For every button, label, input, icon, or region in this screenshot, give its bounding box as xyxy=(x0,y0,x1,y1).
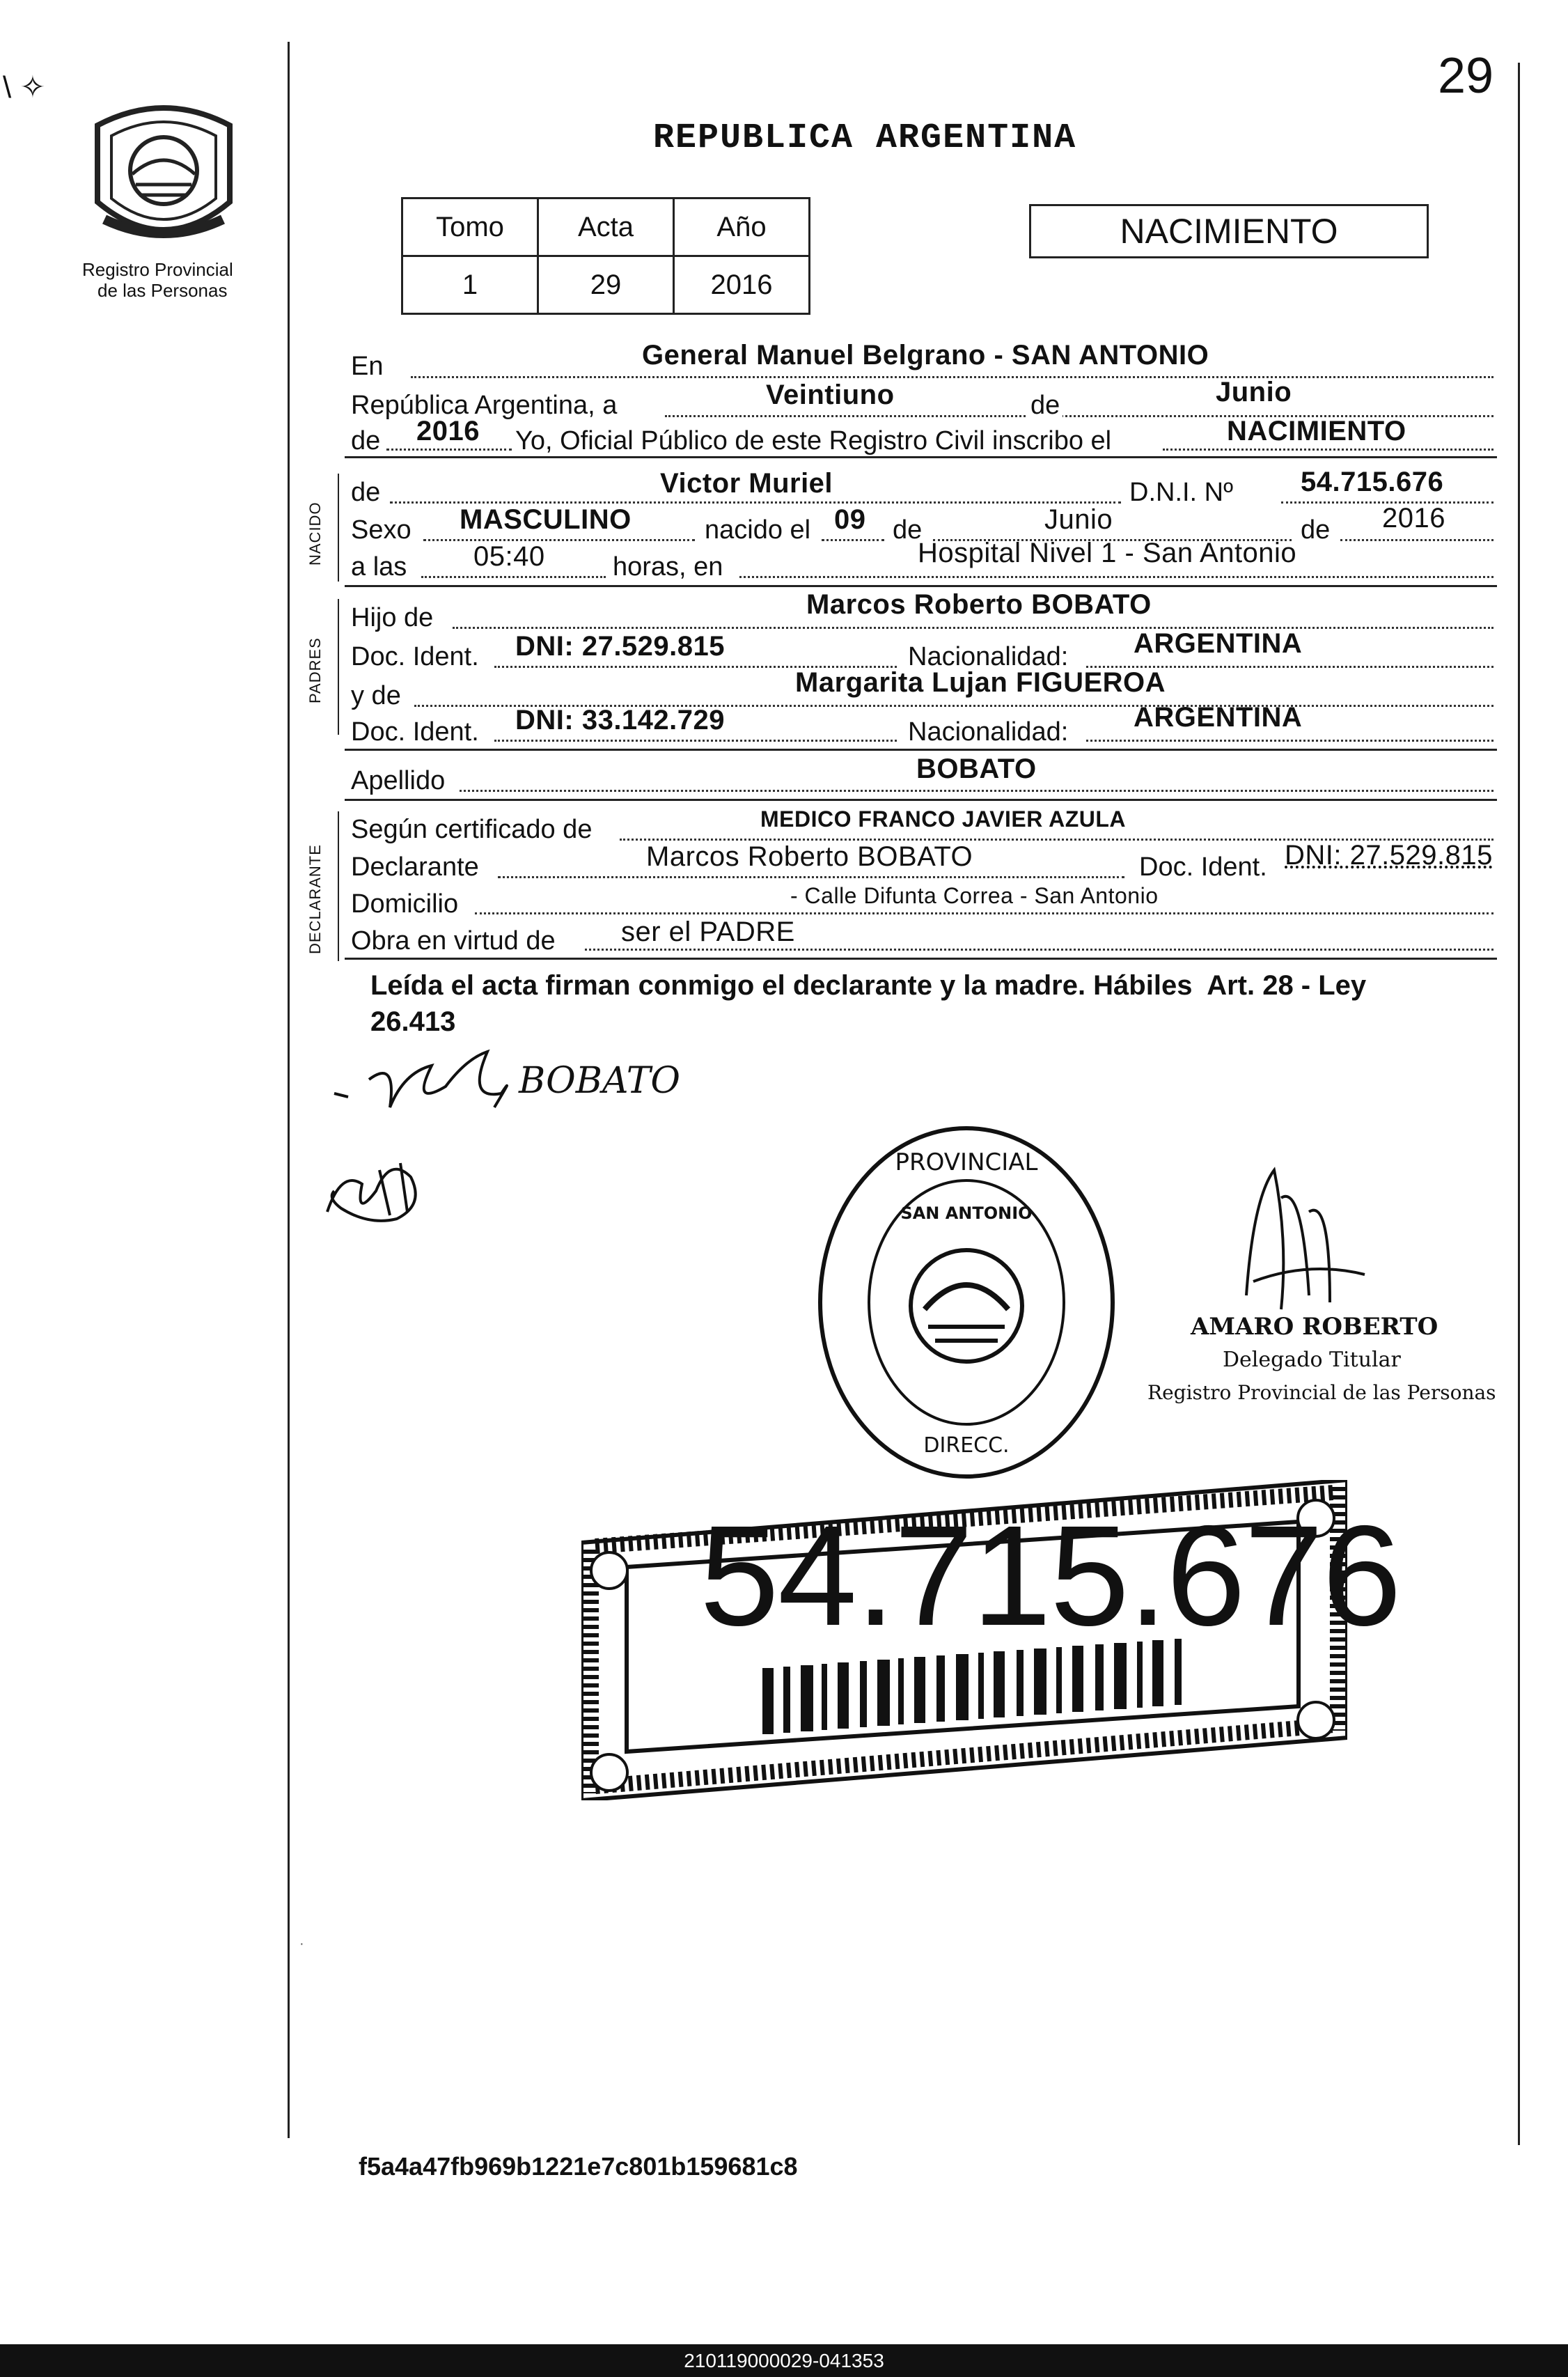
declarante-signature-text: BOBATO xyxy=(519,1060,681,1102)
a-las-label: a las xyxy=(351,552,407,582)
document-title: REPUBLICA ARGENTINA xyxy=(653,118,1077,158)
document-hash: f5a4a47fb969b1221e7c801b159681c8 xyxy=(359,2152,798,2181)
padres-side-label: PADRES xyxy=(306,637,324,703)
padre-dots xyxy=(453,627,1493,629)
closing-line-2: 26.413 xyxy=(370,1006,456,1037)
tipo-value: NACIMIENTO xyxy=(1227,416,1406,446)
declarante-side-label: DECLARANTE xyxy=(306,844,324,954)
acta-header: Acta xyxy=(538,198,674,256)
footer-id-bar xyxy=(0,2344,1568,2377)
inscribo-label: Yo, Oficial Público de este Registro Civil inscribo el xyxy=(515,426,1112,455)
svg-text:PROVINCIAL: PROVINCIAL xyxy=(895,1148,1038,1176)
padre-nac-value: ARGENTINA xyxy=(1134,628,1303,659)
tomo-value: 1 xyxy=(402,256,538,314)
anio-value: 2016 xyxy=(416,416,480,446)
section-divider-2 xyxy=(345,585,1497,587)
mes-nac-value: Junio xyxy=(1044,504,1113,535)
tipo-dots xyxy=(1163,449,1493,451)
nacido-bracket xyxy=(338,474,339,582)
svg-text:SAN ANTONIO: SAN ANTONIO xyxy=(900,1203,1033,1223)
dia-texto-value: Veintiuno xyxy=(766,380,895,410)
de-mes-nac-label: de xyxy=(893,515,923,545)
right-margin-line xyxy=(1518,63,1520,2145)
official-signature xyxy=(1225,1156,1386,1323)
madre-nac-dots xyxy=(1086,740,1493,742)
dni-value: 54.715.676 xyxy=(1301,467,1444,497)
en-label: En xyxy=(351,352,384,381)
logo-org-line1: Registro Provincial xyxy=(82,259,233,280)
anio-dots xyxy=(386,449,512,451)
madre-nac-label: Nacionalidad: xyxy=(908,717,1069,747)
anio-nac-value: 2016 xyxy=(1382,503,1445,533)
en-dots xyxy=(411,376,1493,378)
official-name: AMARO ROBERTO xyxy=(1191,1313,1438,1341)
acta-value: 29 xyxy=(538,256,674,314)
section-divider-4 xyxy=(345,799,1497,801)
madre-doc-label: Doc. Ident. xyxy=(351,717,479,747)
nombre-label: de xyxy=(351,478,381,507)
y-de-label: y de xyxy=(351,681,401,710)
dni-label: D.N.I. Nº xyxy=(1129,478,1233,507)
horas-en-label: horas, en xyxy=(613,552,723,582)
logo-org-line2: de las Personas xyxy=(97,280,228,301)
margin-mark: \ ✧ xyxy=(3,70,46,104)
official-role: Delegado Titular xyxy=(1223,1348,1401,1372)
sexo-dots xyxy=(423,539,695,541)
obra-dots xyxy=(585,949,1493,951)
de-anio-nac-label: de xyxy=(1301,515,1331,545)
padres-bracket xyxy=(338,599,339,735)
declarante-label: Declarante xyxy=(351,852,479,882)
record-type-box: NACIMIENTO xyxy=(1029,204,1429,258)
madre-nac-value: ARGENTINA xyxy=(1134,702,1303,733)
certificado-label: Según certificado de xyxy=(351,815,593,844)
sexo-value: MASCULINO xyxy=(460,504,632,535)
sexo-label: Sexo xyxy=(351,515,411,545)
madre-doc-value: DNI: 33.142.729 xyxy=(515,705,726,735)
de-mes-label: de xyxy=(1028,391,1063,421)
apellido-value: BOBATO xyxy=(916,754,1037,784)
madre-signature xyxy=(313,1142,467,1226)
section-divider-5 xyxy=(345,958,1497,960)
apellido-label: Apellido xyxy=(351,766,446,795)
tomo-header: Tomo xyxy=(402,198,538,256)
ano-header: Año xyxy=(674,198,810,256)
tomo-acta-ano-table xyxy=(401,197,810,315)
nacido-el-label: nacido el xyxy=(705,515,811,545)
dia-nac-dots xyxy=(822,539,884,541)
margin-dots: · xyxy=(299,1936,304,1951)
nacido-side-label: NACIDO xyxy=(306,501,324,566)
section-divider-3 xyxy=(345,749,1497,751)
page-number: 29 xyxy=(1438,48,1494,104)
registry-logo xyxy=(84,98,244,258)
nombre-dots xyxy=(390,501,1121,504)
dni-stamp xyxy=(581,1480,1401,1800)
left-margin-line xyxy=(288,42,290,2138)
declarante-dots xyxy=(498,876,1124,878)
closing-line-1: Leída el acta firman conmigo el declarante y la madre. Hábiles Art. 28 - Ley xyxy=(370,970,1367,1001)
anio-nac-dots xyxy=(1340,539,1493,541)
apellido-dots xyxy=(460,790,1493,792)
padre-doc-value: DNI: 27.529.815 xyxy=(515,631,726,662)
domicilio-value: - Calle Difunta Correa - San Antonio xyxy=(790,883,1159,908)
declarante-doc-value: DNI: 27.529.815 xyxy=(1285,840,1493,871)
lugar-value: General Manuel Belgrano - SAN ANTONIO xyxy=(642,340,1209,371)
declarante-bracket xyxy=(338,811,339,961)
domicilio-label: Domicilio xyxy=(351,889,459,919)
hora-value: 05:40 xyxy=(473,541,545,572)
declarante-signature xyxy=(327,1031,689,1135)
domicilio-dots xyxy=(475,912,1493,914)
obra-value: ser el PADRE xyxy=(621,917,795,947)
padre-nac-label: Nacionalidad: xyxy=(908,642,1069,671)
declarante-doc-label: Doc. Ident. xyxy=(1139,852,1267,882)
madre-doc-dots xyxy=(494,740,897,742)
svg-text:DIRECC.: DIRECC. xyxy=(923,1433,1010,1458)
lugar-nac-value: Hospital Nivel 1 - San Antonio xyxy=(918,538,1297,568)
padre-doc-label: Doc. Ident. xyxy=(351,642,479,671)
hora-dots xyxy=(421,576,606,578)
hijo-de-label: Hijo de xyxy=(351,603,434,632)
declarante-value: Marcos Roberto BOBATO xyxy=(646,841,973,872)
lugar-nac-dots xyxy=(739,576,1493,578)
dia-nac-value: 09 xyxy=(834,504,866,535)
obra-label: Obra en virtud de xyxy=(351,926,556,956)
dni-stamp-number: 54.715.676 xyxy=(700,1496,1401,1655)
footer-id: 210119000029-041353 xyxy=(684,2350,884,2371)
certificado-value: MEDICO FRANCO JAVIER AZULA xyxy=(760,806,1126,832)
mes-value: Junio xyxy=(1216,377,1292,407)
section-divider-1 xyxy=(345,456,1497,458)
ano-value: 2016 xyxy=(674,256,810,314)
nombre-value: Victor Muriel xyxy=(660,468,833,499)
official-org: Registro Provincial de las Personas xyxy=(1147,1381,1496,1404)
republica-label: República Argentina, a xyxy=(351,391,618,420)
padre-value: Marcos Roberto BOBATO xyxy=(806,589,1152,620)
official-seal xyxy=(813,1121,1120,1483)
madre-value: Margarita Lujan FIGUEROA xyxy=(795,667,1166,698)
de-anio-label: de xyxy=(351,426,381,455)
